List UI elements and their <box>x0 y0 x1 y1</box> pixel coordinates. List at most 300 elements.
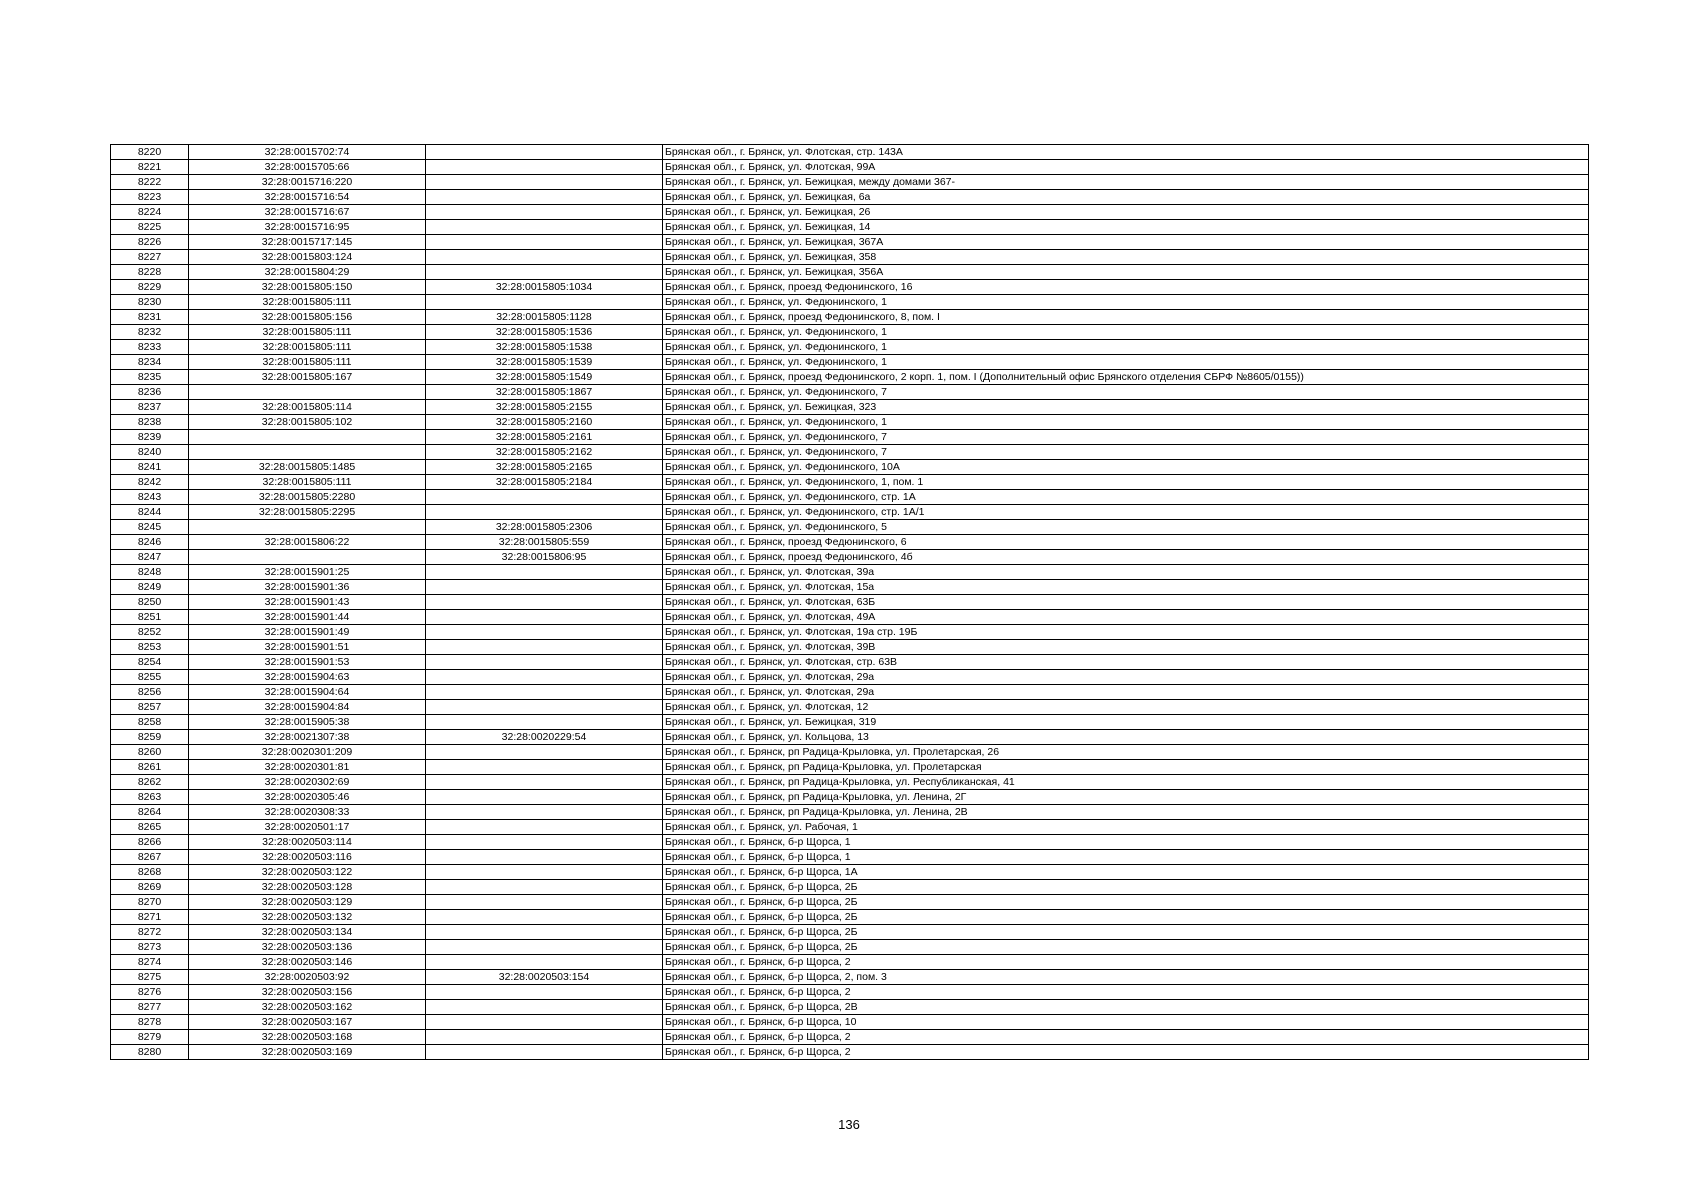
object-cadastral-cell: 32:28:0015805:2184 <box>426 475 663 490</box>
address-cell: Брянская обл., г. Брянск, б-р Щорса, 2 <box>663 985 1589 1000</box>
address-cell: Брянская обл., г. Брянск, ул. Бежицкая, 323 <box>663 400 1589 415</box>
land-cadastral-cell: 32:28:0015717:145 <box>189 235 426 250</box>
object-cadastral-cell <box>426 655 663 670</box>
land-cadastral-cell: 32:28:0015805:114 <box>189 400 426 415</box>
land-cadastral-cell: 32:28:0020503:122 <box>189 865 426 880</box>
object-cadastral-cell <box>426 715 663 730</box>
table-row <box>111 745 1589 760</box>
address-cell: Брянская обл., г. Брянск, ул. Бежицкая, между домами 367- <box>663 175 1589 190</box>
land-cadastral-cell: 32:28:0015804:29 <box>189 265 426 280</box>
object-cadastral-cell: 32:28:0015805:1128 <box>426 310 663 325</box>
table-row <box>111 850 1589 865</box>
row-number-cell: 8226 <box>111 235 189 250</box>
object-cadastral-cell <box>426 160 663 175</box>
table-row <box>111 1015 1589 1030</box>
address-cell: Брянская обл., г. Брянск, б-р Щорса, 2Б <box>663 925 1589 940</box>
land-cadastral-cell <box>189 520 426 535</box>
object-cadastral-cell <box>426 820 663 835</box>
row-number-cell: 8252 <box>111 625 189 640</box>
row-number-cell: 8268 <box>111 865 189 880</box>
object-cadastral-cell <box>426 175 663 190</box>
land-cadastral-cell: 32:28:0020305:46 <box>189 790 426 805</box>
table-row <box>111 535 1589 550</box>
row-number-cell: 8279 <box>111 1030 189 1045</box>
object-cadastral-cell <box>426 205 663 220</box>
row-number-cell: 8249 <box>111 580 189 595</box>
row-number-cell: 8225 <box>111 220 189 235</box>
address-cell: Брянская обл., г. Брянск, ул. Флотская, 15а <box>663 580 1589 595</box>
table-row <box>111 985 1589 1000</box>
object-cadastral-cell <box>426 235 663 250</box>
table-row <box>111 1045 1589 1060</box>
land-cadastral-cell: 32:28:0015803:124 <box>189 250 426 265</box>
object-cadastral-cell: 32:28:0015805:1867 <box>426 385 663 400</box>
row-number-cell: 8238 <box>111 415 189 430</box>
land-cadastral-cell: 32:28:0015805:1485 <box>189 460 426 475</box>
registry-table-body <box>111 145 1589 1060</box>
row-number-cell: 8222 <box>111 175 189 190</box>
address-cell: Брянская обл., г. Брянск, проезд Федюнинского, 16 <box>663 280 1589 295</box>
row-number-cell: 8256 <box>111 685 189 700</box>
row-number-cell: 8272 <box>111 925 189 940</box>
table-row <box>111 640 1589 655</box>
land-cadastral-cell <box>189 385 426 400</box>
address-cell: Брянская обл., г. Брянск, ул. Флотская, 29а <box>663 685 1589 700</box>
land-cadastral-cell: 32:28:0015805:111 <box>189 325 426 340</box>
object-cadastral-cell <box>426 565 663 580</box>
address-cell: Брянская обл., г. Брянск, б-р Щорса, 2В <box>663 1000 1589 1015</box>
row-number-cell: 8230 <box>111 295 189 310</box>
object-cadastral-cell <box>426 1000 663 1015</box>
land-cadastral-cell: 32:28:0015805:167 <box>189 370 426 385</box>
object-cadastral-cell <box>426 490 663 505</box>
row-number-cell: 8274 <box>111 955 189 970</box>
land-cadastral-cell <box>189 430 426 445</box>
table-row <box>111 625 1589 640</box>
object-cadastral-cell <box>426 190 663 205</box>
table-row <box>111 250 1589 265</box>
table-row <box>111 610 1589 625</box>
table-row <box>111 955 1589 970</box>
row-number-cell: 8269 <box>111 880 189 895</box>
table-row <box>111 445 1589 460</box>
table-row <box>111 475 1589 490</box>
row-number-cell: 8253 <box>111 640 189 655</box>
row-number-cell: 8244 <box>111 505 189 520</box>
object-cadastral-cell: 32:28:0015805:559 <box>426 535 663 550</box>
address-cell: Брянская обл., г. Брянск, б-р Щорса, 1 <box>663 850 1589 865</box>
address-cell: Брянская обл., г. Брянск, ул. Федюнинского, 1, пом. 1 <box>663 475 1589 490</box>
table-row <box>111 370 1589 385</box>
object-cadastral-cell <box>426 835 663 850</box>
row-number-cell: 8261 <box>111 760 189 775</box>
address-cell: Брянская обл., г. Брянск, ул. Федюнинского, 1 <box>663 415 1589 430</box>
table-row <box>111 685 1589 700</box>
object-cadastral-cell <box>426 895 663 910</box>
object-cadastral-cell: 32:28:0015805:1034 <box>426 280 663 295</box>
table-row <box>111 520 1589 535</box>
address-cell: Брянская обл., г. Брянск, б-р Щорса, 1 <box>663 835 1589 850</box>
object-cadastral-cell: 32:28:0015805:1536 <box>426 325 663 340</box>
table-row <box>111 670 1589 685</box>
table-row <box>111 205 1589 220</box>
land-cadastral-cell: 32:28:0015901:51 <box>189 640 426 655</box>
table-row <box>111 505 1589 520</box>
table-row <box>111 940 1589 955</box>
address-cell: Брянская обл., г. Брянск, проезд Федюнинского, 2 корп. 1, пом. I (Дополнительный офис Брянского отделения СБРФ №8605/0155)) <box>663 370 1589 385</box>
table-row <box>111 775 1589 790</box>
address-cell: Брянская обл., г. Брянск, ул. Флотская, 12 <box>663 700 1589 715</box>
address-cell: Брянская обл., г. Брянск, ул. Федюнинского, стр. 1А/1 <box>663 505 1589 520</box>
land-cadastral-cell: 32:28:0020501:17 <box>189 820 426 835</box>
row-number-cell: 8235 <box>111 370 189 385</box>
object-cadastral-cell <box>426 880 663 895</box>
object-cadastral-cell: 32:28:0015805:1549 <box>426 370 663 385</box>
table-row <box>111 310 1589 325</box>
address-cell: Брянская обл., г. Брянск, ул. Федюнинского, 1 <box>663 355 1589 370</box>
object-cadastral-cell <box>426 1045 663 1060</box>
address-cell: Брянская обл., г. Брянск, ул. Федюнинского, 7 <box>663 430 1589 445</box>
land-cadastral-cell: 32:28:0015805:156 <box>189 310 426 325</box>
land-cadastral-cell: 32:28:0020503:134 <box>189 925 426 940</box>
land-cadastral-cell: 32:28:0015805:150 <box>189 280 426 295</box>
row-number-cell: 8236 <box>111 385 189 400</box>
row-number-cell: 8241 <box>111 460 189 475</box>
land-cadastral-cell: 32:28:0015705:66 <box>189 160 426 175</box>
table-row <box>111 460 1589 475</box>
object-cadastral-cell <box>426 145 663 160</box>
row-number-cell: 8248 <box>111 565 189 580</box>
land-cadastral-cell: 32:28:0020301:209 <box>189 745 426 760</box>
address-cell: Брянская обл., г. Брянск, ул. Флотская, стр. 63В <box>663 655 1589 670</box>
land-cadastral-cell: 32:28:0015806:22 <box>189 535 426 550</box>
row-number-cell: 8276 <box>111 985 189 1000</box>
object-cadastral-cell <box>426 220 663 235</box>
address-cell: Брянская обл., г. Брянск, проезд Федюнинского, 8, пом. I <box>663 310 1589 325</box>
object-cadastral-cell <box>426 625 663 640</box>
table-row <box>111 235 1589 250</box>
table-row <box>111 400 1589 415</box>
object-cadastral-cell <box>426 790 663 805</box>
object-cadastral-cell <box>426 685 663 700</box>
table-row <box>111 655 1589 670</box>
address-cell: Брянская обл., г. Брянск, ул. Бежицкая, 14 <box>663 220 1589 235</box>
table-row <box>111 490 1589 505</box>
object-cadastral-cell: 32:28:0015805:2165 <box>426 460 663 475</box>
address-cell: Брянская обл., г. Брянск, ул. Флотская, 39В <box>663 640 1589 655</box>
object-cadastral-cell: 32:28:0015806:95 <box>426 550 663 565</box>
row-number-cell: 8223 <box>111 190 189 205</box>
land-cadastral-cell: 32:28:0015901:25 <box>189 565 426 580</box>
row-number-cell: 8254 <box>111 655 189 670</box>
address-cell: Брянская обл., г. Брянск, ул. Бежицкая, 319 <box>663 715 1589 730</box>
row-number-cell: 8275 <box>111 970 189 985</box>
land-cadastral-cell: 32:28:0015716:220 <box>189 175 426 190</box>
object-cadastral-cell <box>426 850 663 865</box>
object-cadastral-cell <box>426 700 663 715</box>
table-row <box>111 340 1589 355</box>
table-row <box>111 970 1589 985</box>
land-cadastral-cell: 32:28:0015805:111 <box>189 475 426 490</box>
row-number-cell: 8270 <box>111 895 189 910</box>
land-cadastral-cell: 32:28:0015805:2280 <box>189 490 426 505</box>
address-cell: Брянская обл., г. Брянск, рп Радица-Крыловка, ул. Пролетарская <box>663 760 1589 775</box>
row-number-cell: 8255 <box>111 670 189 685</box>
object-cadastral-cell: 32:28:0020503:154 <box>426 970 663 985</box>
address-cell: Брянская обл., г. Брянск, рп Радица-Крыловка, ул. Пролетарская, 26 <box>663 745 1589 760</box>
land-cadastral-cell: 32:28:0015901:44 <box>189 610 426 625</box>
object-cadastral-cell <box>426 250 663 265</box>
address-cell: Брянская обл., г. Брянск, ул. Федюнинского, 7 <box>663 445 1589 460</box>
table-row <box>111 1030 1589 1045</box>
table-row <box>111 805 1589 820</box>
table-row <box>111 415 1589 430</box>
table-row <box>111 160 1589 175</box>
object-cadastral-cell <box>426 805 663 820</box>
table-row <box>111 190 1589 205</box>
land-cadastral-cell: 32:28:0015805:111 <box>189 295 426 310</box>
land-cadastral-cell: 32:28:0020503:168 <box>189 1030 426 1045</box>
table-row <box>111 910 1589 925</box>
object-cadastral-cell <box>426 1015 663 1030</box>
row-number-cell: 8234 <box>111 355 189 370</box>
land-cadastral-cell: 32:28:0020503:162 <box>189 1000 426 1015</box>
row-number-cell: 8233 <box>111 340 189 355</box>
object-cadastral-cell: 32:28:0015805:2160 <box>426 415 663 430</box>
table-row <box>111 385 1589 400</box>
land-cadastral-cell: 32:28:0015702:74 <box>189 145 426 160</box>
land-cadastral-cell: 32:28:0015905:38 <box>189 715 426 730</box>
row-number-cell: 8237 <box>111 400 189 415</box>
table-row <box>111 880 1589 895</box>
object-cadastral-cell <box>426 745 663 760</box>
address-cell: Брянская обл., г. Брянск, б-р Щорса, 2 <box>663 1030 1589 1045</box>
row-number-cell: 8220 <box>111 145 189 160</box>
land-cadastral-cell <box>189 550 426 565</box>
land-cadastral-cell: 32:28:0020308:33 <box>189 805 426 820</box>
object-cadastral-cell <box>426 775 663 790</box>
address-cell: Брянская обл., г. Брянск, ул. Флотская, 39а <box>663 565 1589 580</box>
address-cell: Брянская обл., г. Брянск, ул. Бежицкая, 6а <box>663 190 1589 205</box>
table-row <box>111 895 1589 910</box>
land-cadastral-cell: 32:28:0020301:81 <box>189 760 426 775</box>
land-cadastral-cell: 32:28:0015805:102 <box>189 415 426 430</box>
row-number-cell: 8262 <box>111 775 189 790</box>
table-row <box>111 925 1589 940</box>
address-cell: Брянская обл., г. Брянск, ул. Бежицкая, 358 <box>663 250 1589 265</box>
table-row <box>111 580 1589 595</box>
object-cadastral-cell <box>426 985 663 1000</box>
address-cell: Брянская обл., г. Брянск, ул. Федюнинского, 7 <box>663 385 1589 400</box>
object-cadastral-cell <box>426 265 663 280</box>
address-cell: Брянская обл., г. Брянск, ул. Бежицкая, 356А <box>663 265 1589 280</box>
land-cadastral-cell: 32:28:0020503:156 <box>189 985 426 1000</box>
address-cell: Брянская обл., г. Брянск, ул. Федюнинского, 1 <box>663 325 1589 340</box>
address-cell: Брянская обл., г. Брянск, б-р Щорса, 10 <box>663 1015 1589 1030</box>
table-row <box>111 715 1589 730</box>
registry-table <box>110 144 1589 1060</box>
row-number-cell: 8250 <box>111 595 189 610</box>
row-number-cell: 8251 <box>111 610 189 625</box>
address-cell: Брянская обл., г. Брянск, ул. Федюнинского, 5 <box>663 520 1589 535</box>
row-number-cell: 8267 <box>111 850 189 865</box>
table-row <box>111 325 1589 340</box>
address-cell: Брянская обл., г. Брянск, рп Радица-Крыловка, ул. Ленина, 2В <box>663 805 1589 820</box>
address-cell: Брянская обл., г. Брянск, б-р Щорса, 2Б <box>663 895 1589 910</box>
address-cell: Брянская обл., г. Брянск, б-р Щорса, 2 <box>663 955 1589 970</box>
table-row <box>111 565 1589 580</box>
address-cell: Брянская обл., г. Брянск, ул. Федюнинского, 1 <box>663 295 1589 310</box>
table-row <box>111 595 1589 610</box>
address-cell: Брянская обл., г. Брянск, ул. Рабочая, 1 <box>663 820 1589 835</box>
address-cell: Брянская обл., г. Брянск, проезд Федюнинского, 6 <box>663 535 1589 550</box>
address-cell: Брянская обл., г. Брянск, б-р Щорса, 2Б <box>663 880 1589 895</box>
table-row <box>111 220 1589 235</box>
row-number-cell: 8239 <box>111 430 189 445</box>
land-cadastral-cell: 32:28:0015716:67 <box>189 205 426 220</box>
address-cell: Брянская обл., г. Брянск, ул. Флотская, стр. 143А <box>663 145 1589 160</box>
object-cadastral-cell <box>426 940 663 955</box>
address-cell: Брянская обл., г. Брянск, проезд Федюнинского, 4б <box>663 550 1589 565</box>
object-cadastral-cell: 32:28:0015805:2306 <box>426 520 663 535</box>
object-cadastral-cell: 32:28:0015805:1538 <box>426 340 663 355</box>
object-cadastral-cell <box>426 925 663 940</box>
address-cell: Брянская обл., г. Брянск, ул. Флотская, 63Б <box>663 595 1589 610</box>
object-cadastral-cell <box>426 595 663 610</box>
object-cadastral-cell <box>426 760 663 775</box>
object-cadastral-cell: 32:28:0015805:2155 <box>426 400 663 415</box>
land-cadastral-cell: 32:28:0020503:128 <box>189 880 426 895</box>
table-row <box>111 355 1589 370</box>
address-cell: Брянская обл., г. Брянск, ул. Кольцова, 13 <box>663 730 1589 745</box>
address-cell: Брянская обл., г. Брянск, ул. Бежицкая, 367А <box>663 235 1589 250</box>
land-cadastral-cell <box>189 445 426 460</box>
row-number-cell: 8228 <box>111 265 189 280</box>
row-number-cell: 8280 <box>111 1045 189 1060</box>
row-number-cell: 8266 <box>111 835 189 850</box>
land-cadastral-cell: 32:28:0015904:84 <box>189 700 426 715</box>
object-cadastral-cell <box>426 865 663 880</box>
object-cadastral-cell <box>426 640 663 655</box>
row-number-cell: 8259 <box>111 730 189 745</box>
object-cadastral-cell <box>426 1030 663 1045</box>
row-number-cell: 8264 <box>111 805 189 820</box>
row-number-cell: 8278 <box>111 1015 189 1030</box>
table-row <box>111 280 1589 295</box>
table-row <box>111 265 1589 280</box>
address-cell: Брянская обл., г. Брянск, ул. Федюнинского, стр. 1А <box>663 490 1589 505</box>
table-row <box>111 835 1589 850</box>
table-row <box>111 145 1589 160</box>
address-cell: Брянская обл., г. Брянск, ул. Бежицкая, 26 <box>663 205 1589 220</box>
land-cadastral-cell: 32:28:0020503:92 <box>189 970 426 985</box>
land-cadastral-cell: 32:28:0020503:132 <box>189 910 426 925</box>
row-number-cell: 8245 <box>111 520 189 535</box>
row-number-cell: 8232 <box>111 325 189 340</box>
row-number-cell: 8265 <box>111 820 189 835</box>
table-row <box>111 760 1589 775</box>
row-number-cell: 8243 <box>111 490 189 505</box>
table-row <box>111 550 1589 565</box>
row-number-cell: 8247 <box>111 550 189 565</box>
table-row <box>111 1000 1589 1015</box>
land-cadastral-cell: 32:28:0020503:136 <box>189 940 426 955</box>
table-row <box>111 295 1589 310</box>
land-cadastral-cell: 32:28:0015716:54 <box>189 190 426 205</box>
address-cell: Брянская обл., г. Брянск, ул. Флотская, 29а <box>663 670 1589 685</box>
land-cadastral-cell: 32:28:0020503:146 <box>189 955 426 970</box>
row-number-cell: 8263 <box>111 790 189 805</box>
row-number-cell: 8260 <box>111 745 189 760</box>
row-number-cell: 8246 <box>111 535 189 550</box>
address-cell: Брянская обл., г. Брянск, рп Радица-Крыловка, ул. Ленина, 2Г <box>663 790 1589 805</box>
land-cadastral-cell: 32:28:0015901:53 <box>189 655 426 670</box>
land-cadastral-cell: 32:28:0015716:95 <box>189 220 426 235</box>
land-cadastral-cell: 32:28:0015901:36 <box>189 580 426 595</box>
object-cadastral-cell <box>426 910 663 925</box>
table-row <box>111 820 1589 835</box>
land-cadastral-cell: 32:28:0015805:2295 <box>189 505 426 520</box>
address-cell: Брянская обл., г. Брянск, б-р Щорса, 2, пом. 3 <box>663 970 1589 985</box>
table-row <box>111 790 1589 805</box>
table-row <box>111 430 1589 445</box>
row-number-cell: 8277 <box>111 1000 189 1015</box>
land-cadastral-cell: 32:28:0020503:116 <box>189 850 426 865</box>
land-cadastral-cell: 32:28:0020503:114 <box>189 835 426 850</box>
land-cadastral-cell: 32:28:0020503:167 <box>189 1015 426 1030</box>
land-cadastral-cell: 32:28:0015904:63 <box>189 670 426 685</box>
object-cadastral-cell <box>426 610 663 625</box>
address-cell: Брянская обл., г. Брянск, б-р Щорса, 2 <box>663 1045 1589 1060</box>
table-row <box>111 865 1589 880</box>
table-row <box>111 175 1589 190</box>
row-number-cell: 8227 <box>111 250 189 265</box>
object-cadastral-cell: 32:28:0015805:2161 <box>426 430 663 445</box>
land-cadastral-cell: 32:28:0020302:69 <box>189 775 426 790</box>
page-number: 136 <box>838 1117 860 1132</box>
table-row <box>111 700 1589 715</box>
row-number-cell: 8229 <box>111 280 189 295</box>
row-number-cell: 8273 <box>111 940 189 955</box>
address-cell: Брянская обл., г. Брянск, б-р Щорса, 1А <box>663 865 1589 880</box>
address-cell: Брянская обл., г. Брянск, ул. Флотская, 19а стр. 19Б <box>663 625 1589 640</box>
land-cadastral-cell: 32:28:0015805:111 <box>189 355 426 370</box>
row-number-cell: 8271 <box>111 910 189 925</box>
object-cadastral-cell <box>426 295 663 310</box>
address-cell: Брянская обл., г. Брянск, ул. Федюнинского, 10А <box>663 460 1589 475</box>
object-cadastral-cell: 32:28:0015805:2162 <box>426 445 663 460</box>
address-cell: Брянская обл., г. Брянск, ул. Федюнинского, 1 <box>663 340 1589 355</box>
land-cadastral-cell: 32:28:0020503:129 <box>189 895 426 910</box>
row-number-cell: 8240 <box>111 445 189 460</box>
land-cadastral-cell: 32:28:0015904:64 <box>189 685 426 700</box>
land-cadastral-cell: 32:28:0021307:38 <box>189 730 426 745</box>
land-cadastral-cell: 32:28:0015901:43 <box>189 595 426 610</box>
object-cadastral-cell <box>426 580 663 595</box>
address-cell: Брянская обл., г. Брянск, б-р Щорса, 2Б <box>663 910 1589 925</box>
land-cadastral-cell: 32:28:0020503:169 <box>189 1045 426 1060</box>
object-cadastral-cell <box>426 505 663 520</box>
row-number-cell: 8242 <box>111 475 189 490</box>
row-number-cell: 8231 <box>111 310 189 325</box>
row-number-cell: 8221 <box>111 160 189 175</box>
row-number-cell: 8257 <box>111 700 189 715</box>
object-cadastral-cell <box>426 670 663 685</box>
address-cell: Брянская обл., г. Брянск, б-р Щорса, 2Б <box>663 940 1589 955</box>
table-row <box>111 730 1589 745</box>
row-number-cell: 8224 <box>111 205 189 220</box>
row-number-cell: 8258 <box>111 715 189 730</box>
